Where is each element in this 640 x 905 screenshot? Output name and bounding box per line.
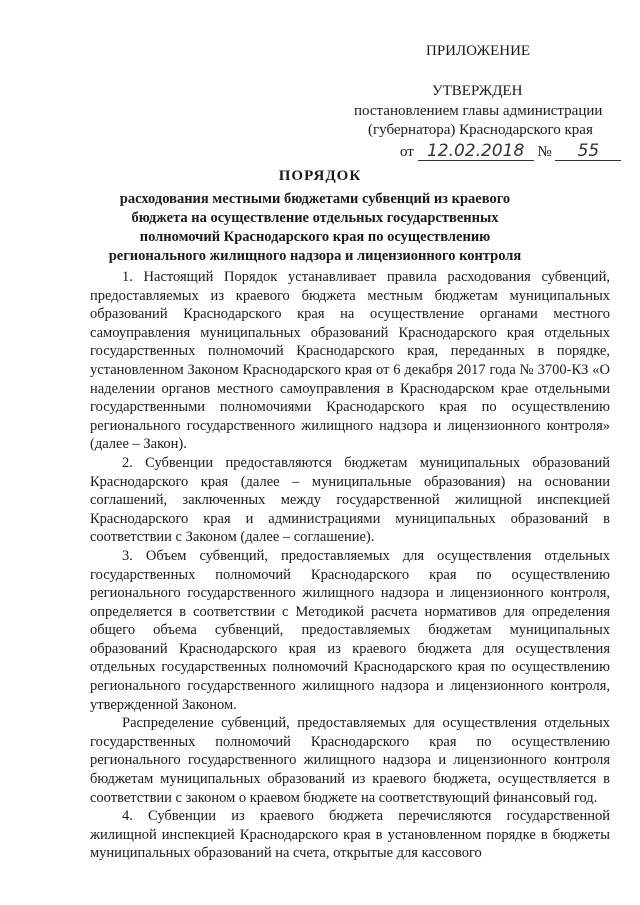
appendix-label: ПРИЛОЖЕНИЕ [426, 43, 531, 59]
document-title: ПОРЯДОК [278, 168, 362, 184]
approved-label: УТВЕРЖДЕН [432, 83, 523, 99]
paragraph-2: 2. Субвенции предоставляются бюджетам муниципальных образований Краснодарского края (далее – муниципальные образования) на основании соглашений, заключенных между государственной жилищной инспекцией Краснодарского края и администрациями муниципальных образований в соответствии с Законом (далее – соглашение). [90, 454, 610, 546]
paragraph-1: 1. Настоящий Порядок устанавливает правила расходования субвенций, предоставляемых из краевого бюджета местным бюджетам муниципальных образований Краснодарского края на осуществление органами местного самоуправления муниципальных образований Краснодарского края отдельных государственных полномочий Краснодарского края, переданных в порядке, установленном Законом Краснодарского края от 6 декабря 2017 года № 3700-КЗ «О наделении органов местного самоуправления в Краснодарском крае отдельными государственными полномочиями Краснодарского края по осуществлению регионального государственного жилищного надзора и лицензионного контроля» (далее – Закон). [90, 269, 610, 453]
document-subtitle: расходования местными бюджетами субвенций из краевого бюджета на осуществление отдельных государственных полномочий Краснодарского края по осуществлению регионального жилищного надзора и лицензионного контроля [108, 191, 522, 264]
decree-line-2: (губернатора) Краснодарского края [368, 122, 593, 138]
decree-line-1: постановлением главы администрации [354, 103, 603, 119]
decree-number: 55 [555, 142, 621, 161]
document-body [90, 268, 610, 863]
decree-date-row [400, 142, 621, 162]
decree-date: 12.02.2018 [418, 142, 534, 161]
date-prefix: от [400, 144, 414, 160]
paragraph-3-distribution: Распределение субвенций, предоставляемых для осуществления отдельных государственных полномочий Краснодарского края по осуществлению регионального государственного жилищного надзора и лицензионного контроля бюджетам муниципальных образований из краевого бюджета, осуществляется в соответствии с законом о краевом бюджете на соответствующий финансовый год. [90, 715, 610, 806]
paragraph-3: 3. Объем субвенций, предоставляемых для осуществления отдельных государственных полномочий Краснодарского края по осуществлению регионального государственного жилищного надзора и лицензионного контроля, определяется в соответствии с Методикой расчета нормативов для определения общего объема субвенций, предоставляемых бюджетам муниципальных образований Краснодарского края из краевого бюджета для осуществления отдельных государственных полномочий Краснодарского края по осуществлению регионального государственного жилищного надзора и лицензионного контроля, утвержденной Законом. [90, 547, 610, 713]
paragraph-4: 4. Субвенции из краевого бюджета перечисляются государственной жилищной инспекцией Краснодарского края в установленном порядке в бюджеты муниципальных образований на счета, открытые для кассового [90, 808, 610, 862]
number-sign: № [537, 144, 552, 160]
